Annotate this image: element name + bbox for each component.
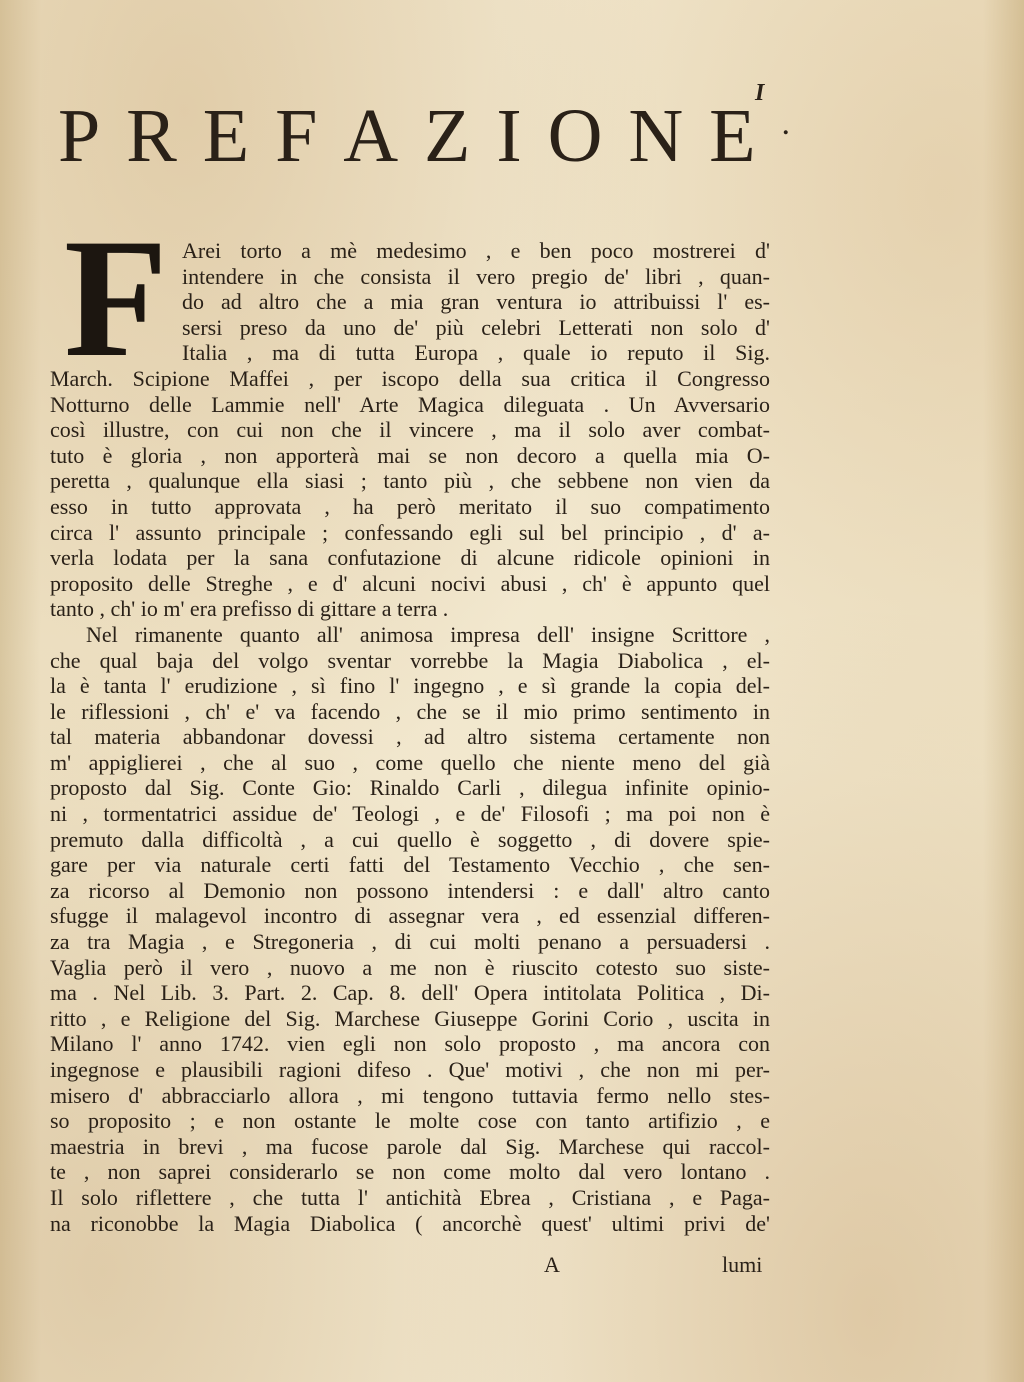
text-line: te , non saprei considerarlo se non come molto dal vero lontano . [50, 1159, 770, 1185]
signature-mark: A [544, 1252, 560, 1277]
text-line: esso in tutto approvata , ha però meritato il suo compatimento [50, 493, 770, 519]
text-line: intendere in che consista il vero pregio de' libri , quan- [182, 263, 770, 289]
page-number: I [755, 80, 765, 106]
text-line: ingegnose e plausibili ragioni difeso . Que' motivi , che non mi per- [50, 1057, 770, 1082]
text-line: za tra Magia , e Stregoneria , di cui molti penano a persuadersi . [50, 929, 770, 955]
title-letter: R [126, 94, 177, 178]
text-line: m' appiglierei , che al suo , come quello che niente meno del già [50, 749, 770, 775]
text-line: circa l' assunto principale ; confessando egli sul bel principio , d' a- [50, 519, 770, 545]
body-text [50, 238, 770, 1236]
text-line: Vaglia però il vero , nuovo a me non è riuscito cotesto suo siste- [50, 954, 770, 980]
title-letter: E [709, 94, 756, 178]
text-line: verla lodata per la sana confutazione di alcune ridicole opinioni in [50, 545, 770, 571]
text-line: la è tanta l' erudizione , sì fino l' ingegno , e sì grande la copia del- [50, 673, 770, 699]
text-line: sfugge il malagevol incontro di assegnar vera , ed essenzial differen- [50, 903, 770, 929]
text-line: Arei torto a mè medesimo , e ben poco mostrerei d' [182, 238, 770, 263]
text-line: che qual baja del volgo sventar vorrebbe la Magia Diabolica , el- [50, 647, 770, 673]
text-line: tanto , ch' io m' era prefisso di gittare a terra . [50, 596, 449, 622]
text-line: Il solo riflettere , che tutta l' antichità Ebrea , Cristiana , e Paga- [50, 1184, 770, 1210]
title-period: . [781, 105, 790, 142]
text-line: ritto , e Religione del Sig. Marchese Giuseppe Gorini Corio , uscita in [50, 1005, 770, 1031]
text-line: so proposito ; e non ostante le molte cose con tanto artifizio , e [50, 1108, 770, 1134]
text-line: ma . Nel Lib. 3. Part. 2. Cap. 8. dell' Opera intitolata Politica , Di- [50, 980, 770, 1006]
text-line: le riflessioni , ch' e' va facendo , che se il mio primo sentimento in [50, 698, 770, 724]
text-line: na riconobbe la Magia Diabolica ( ancorchè quest' ultimi privi de' [50, 1210, 770, 1236]
text-line: tal materia abbandonar dovessi , ad altro sistema certamente non [50, 724, 770, 750]
page-title [58, 96, 790, 176]
text-line: proposito delle Streghe , e d' alcuni nocivi abusi , ch' è appunto quel [50, 570, 770, 596]
text-line: tuto è gloria , non apporterà mai se non decoro a quella mia O- [50, 442, 770, 468]
title-letter: N [628, 94, 684, 178]
text-line: sersi preso da uno de' più celebri Letterati non solo d' [182, 314, 770, 340]
text-line: Milano l' anno 1742. vien egli non solo proposto , ma ancora con [50, 1031, 770, 1057]
title-letter: O [547, 94, 603, 178]
title-letter: A [343, 94, 399, 178]
text-line: do ad altro che a mia gran ventura io attribuissi l' es- [182, 289, 770, 315]
text-line: ni , tormentatrici assidue de' Teologi , e de' Filosofi ; ma poi non è [50, 801, 770, 827]
drop-cap: F [64, 236, 168, 360]
title-letter: Z [424, 94, 471, 178]
text-line: Notturno delle Lammie nell' Arte Magica dileguata . Un Avversario [50, 391, 770, 417]
title-letter: I [496, 94, 522, 178]
title-letter: P [58, 94, 101, 178]
text-line: misero d' abbracciarlo allora , mi tengono tuttavia fermo nello stes- [50, 1082, 770, 1108]
text-line: gare per via naturale certi fatti del Testamento Vecchio , che sen- [50, 852, 770, 878]
text-line: premuto dalla difficoltà , a cui quello è soggetto , di dovere spie- [50, 826, 770, 852]
text-line: maestria in brevi , ma fucose parole dal Sig. Marchese qui raccol- [50, 1133, 770, 1159]
text-line: Italia , ma di tutta Europa , quale io reputo il Sig. [182, 340, 770, 366]
title-letter: F [275, 94, 318, 178]
text-line: March. Scipione Maffei , per iscopo della sua critica il Congresso [50, 365, 770, 391]
title-letter: E [202, 94, 250, 178]
text-line: peretta , qualunque ella siasi ; tanto più , che sebbene non vien da [50, 468, 770, 494]
page-footer [50, 1252, 770, 1280]
text-line: proposto dal Sig. Conte Gio: Rinaldo Carli , dilegua infinite opinio- [50, 775, 770, 801]
text-line: così illustre, con cui non che il vincere , ma il solo aver combat- [50, 417, 770, 443]
text-line: Nel rimanente quanto all' animosa impresa dell' insigne Scrittore , [86, 621, 770, 647]
text-line: za ricorso al Demonio non possono intendersi : e dall' altro canto [50, 877, 770, 903]
catchword: lumi [722, 1252, 763, 1277]
